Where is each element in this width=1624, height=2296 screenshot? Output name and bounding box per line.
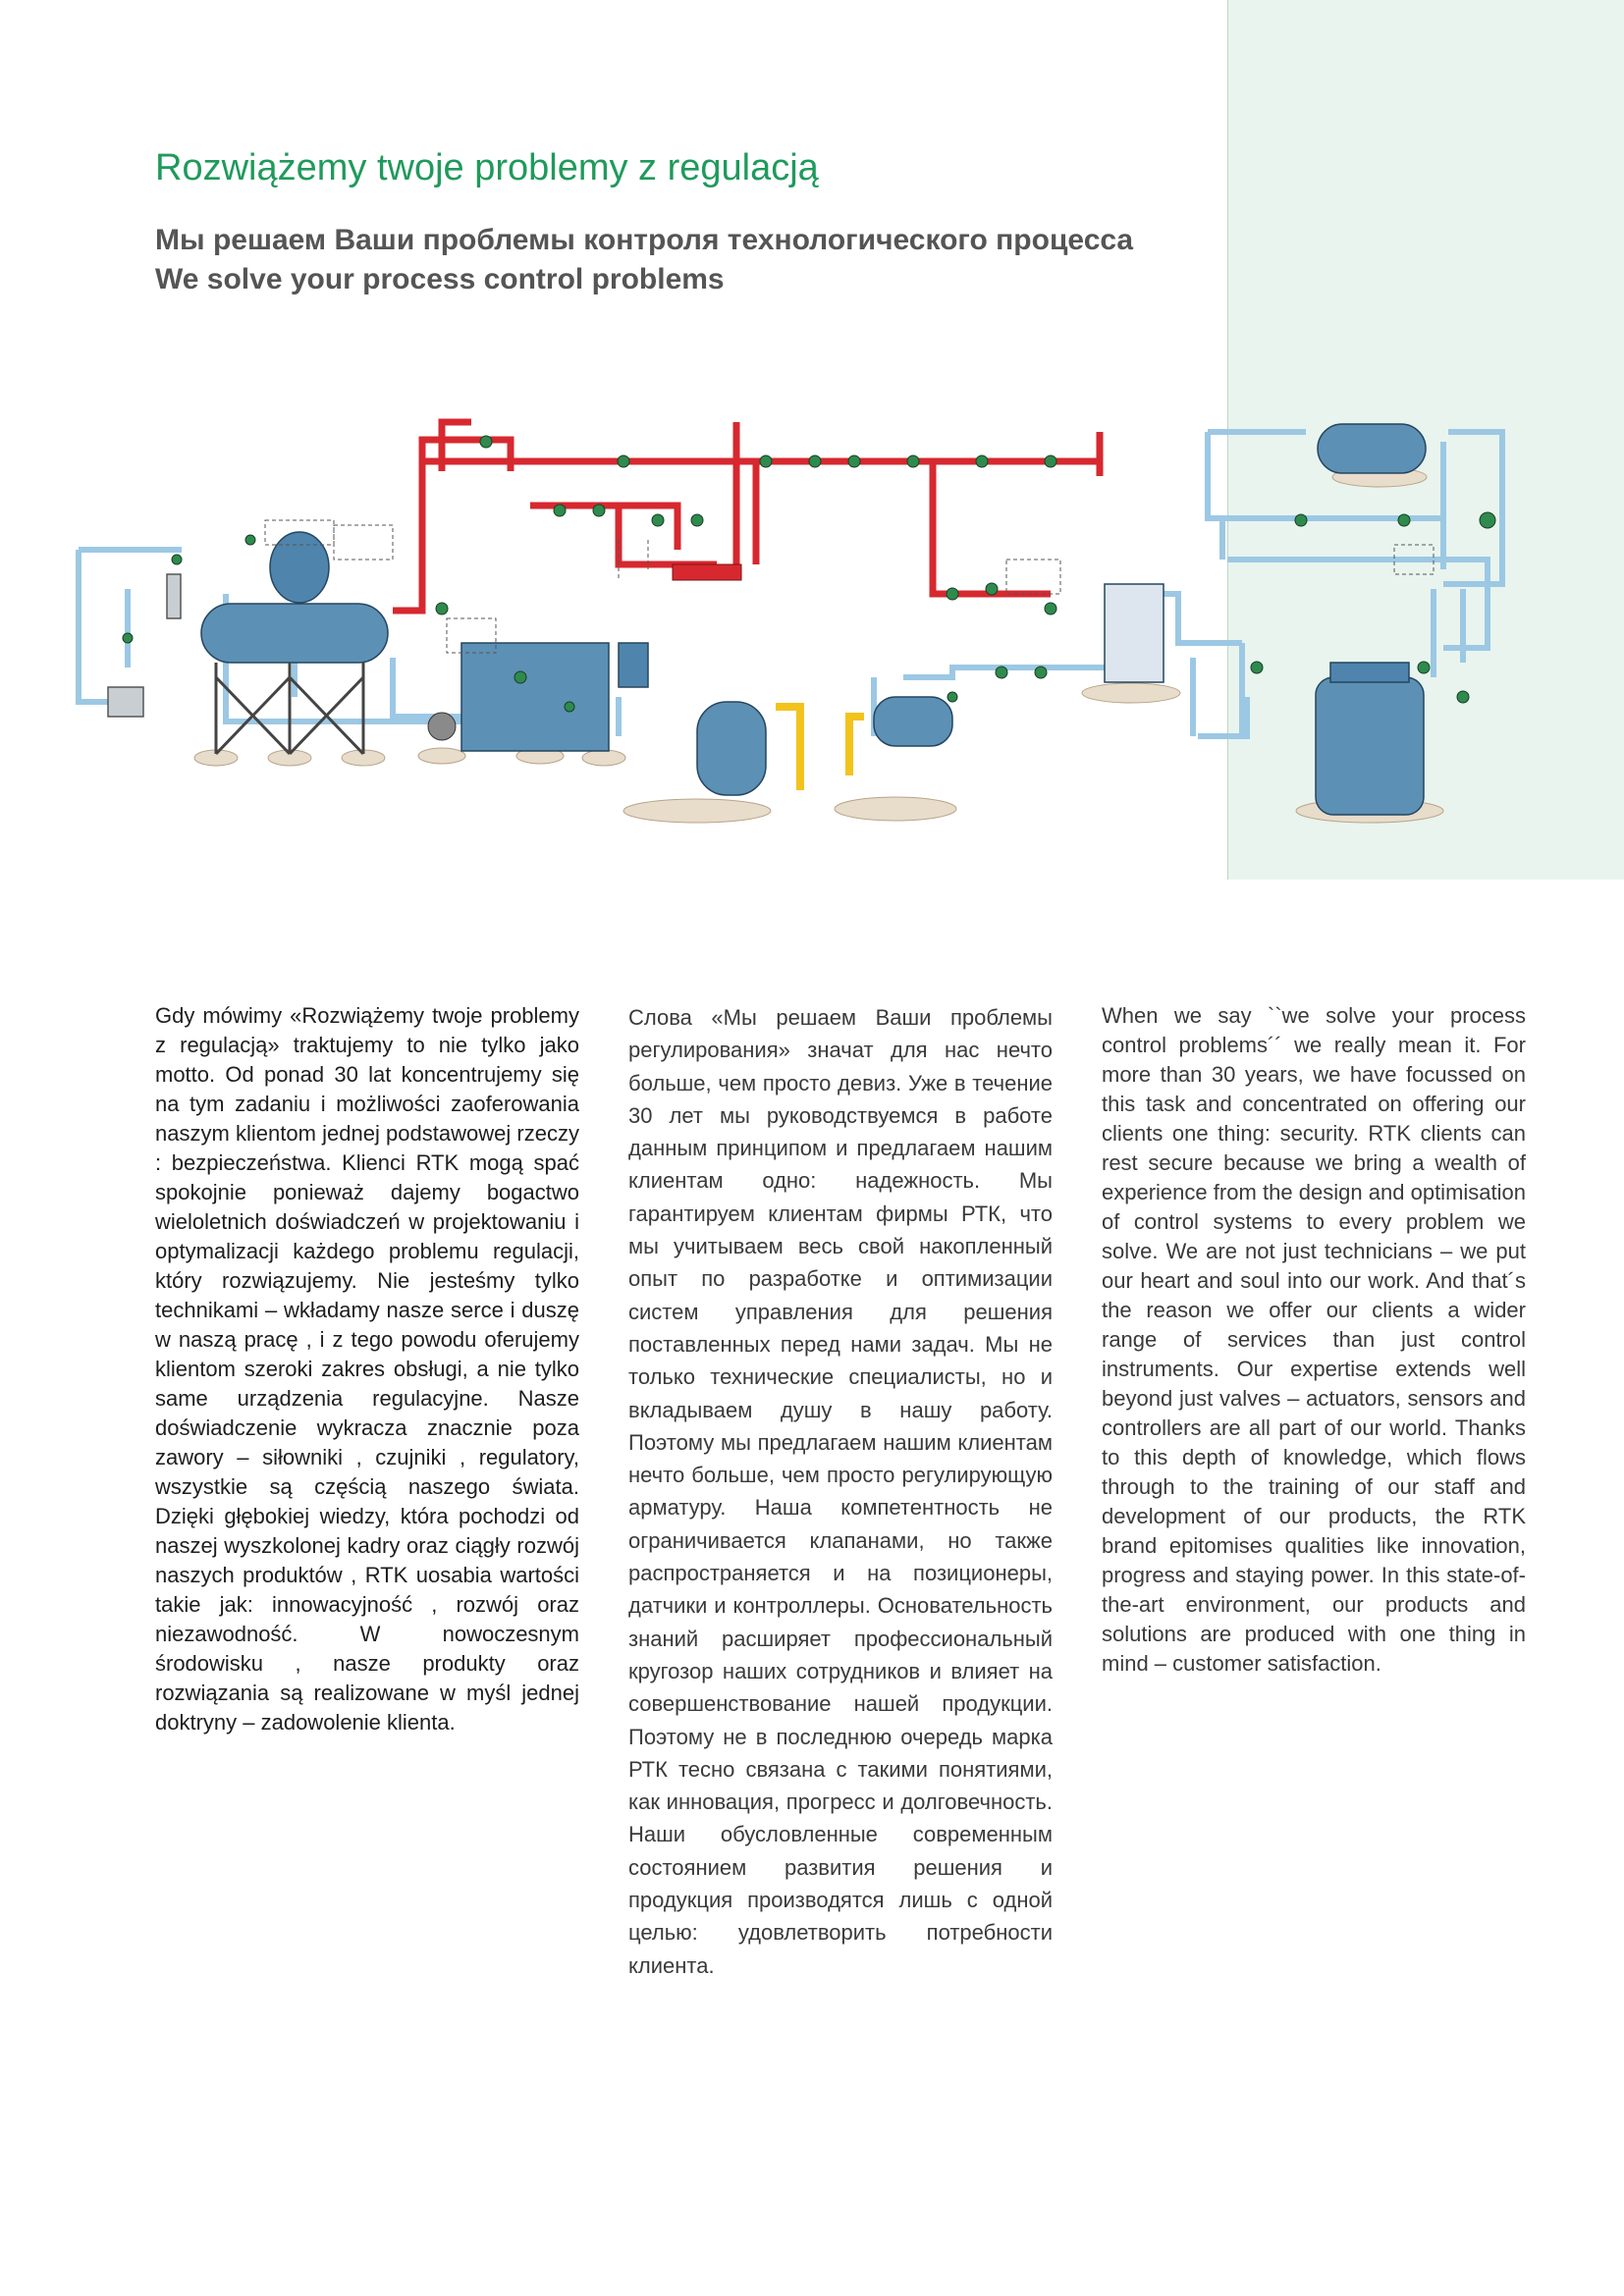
- process-schematic-icon: [69, 383, 1532, 854]
- burner-icon: [428, 713, 456, 740]
- column-russian: Слова «Мы решаем Ваши проблемы регулирования» значат для нас нечто больше, чем просто девиз. Уже в течение 30 лет мы руководствуемся в работе данным принципом и предлагаем нашим клиентам одно: надежность. Мы гарантируем клиентам фирмы РТК, что мы учитываем весь свой накопленный опыт по разработке и оптимизации систем управления для решения поставленных перед нами задач. Мы не только технические специалисты, но и вкладываем душу в нашу работу. Поэтому мы предлагаем нашим клиентам нечто больше, чем просто регулирующую арматуру. Наша компетентность не ограничивается клапанами, но также распространяется и на позиционеры, датчики и контроллеры. Основательность знаний расширяет профессиональный кругозор наших сотрудников и влияет на совершенствование нашей продукции. Поэтому не в последнюю очередь марка РТК тесно связана с такими понятиями, как инновация, прогресс и долговечность. Наши обусловленные современным состоянием развития решения и продукция производятся лишь с одной целью: удовлетворить потребности клиента.: [628, 1005, 1053, 1978]
- column-english: When we say ``we solve your process control problems´´ we really mean it. For more than 30 years, we have focussed on this task and concentrated on offering our clients one thing: security. RTK clients can rest secure because we bring a wealth of experience from the design and optimisation of control systems to every problem we solve. We are not just technicians – we put our heart and soul into our work. And that´s the reason we offer our clients a wider range of services than just control instruments. Our expertise extends well beyond just valves – actuators, sensors and controllers are all part of our world. Thanks to this depth of knowledge, which flows through to the training of our staff and development of our products, the RTK brand epitomises qualities like innovation, progress and staying power. In this state-of-the-art environment, our products and solutions are produced with one thing in mind – customer satisfaction.: [1102, 1003, 1526, 1676]
- subtitle-russian: Мы решаем Ваши проблемы контроля технологического процесса: [155, 224, 1134, 256]
- vessel-supports: [216, 663, 363, 754]
- page-title: Rozwiążemy twoje problemy z regulacją: [155, 147, 819, 188]
- column-polish: Gdy mówimy «Rozwiążemy twoje problemy z regulacją» traktujemy to nie tylko jako motto. Od ponad 30 lat koncentrujemy się na tym zadaniu i możliwości zaoferowania naszym klientom jednej podstawowej rzeczy : bezpieczeństwa. Klienci RTK mogą spać spokojnie ponieważ dajemy bogactwo wieloletnich doświadczeń w projektowaniu i optymalizacji każdego problemu regulacji, który rozwiązujemy. Nie jesteśmy tylko technikami – wkładamy nasze serce i duszę w naszą pracę , i z tego powodu oferujemy klientom szeroki zakres obsługi, a nie tylko same urządzenia regulacyjne. Nasze doświadczenie wykracza znacznie poza zawory – siłowniki , czujniki , regulatory, wszystkie są częścią naszego świata. Dzięki głębokiej wiedzy, która pochodzi od naszej wyszkolonej kadry oraz ciągły rozwój naszych produktów , RTK uosabia wartości takie jak: innowacyjność , rozwój oraz niezawodność. W nowoczesnym środowisku , nasze produkty oraz rozwiązania są realizowane w myśl jednej doktryny – zadowolenie klienta.: [155, 1003, 579, 1735]
- yellow-pipes: [776, 707, 864, 790]
- heat-exchanger-icon: [108, 574, 181, 717]
- steam-manifold: [673, 564, 741, 580]
- subtitle-english: We solve your process control problems: [155, 263, 725, 295]
- steam-pipes: [393, 422, 1100, 611]
- signal-lines: [265, 520, 1434, 653]
